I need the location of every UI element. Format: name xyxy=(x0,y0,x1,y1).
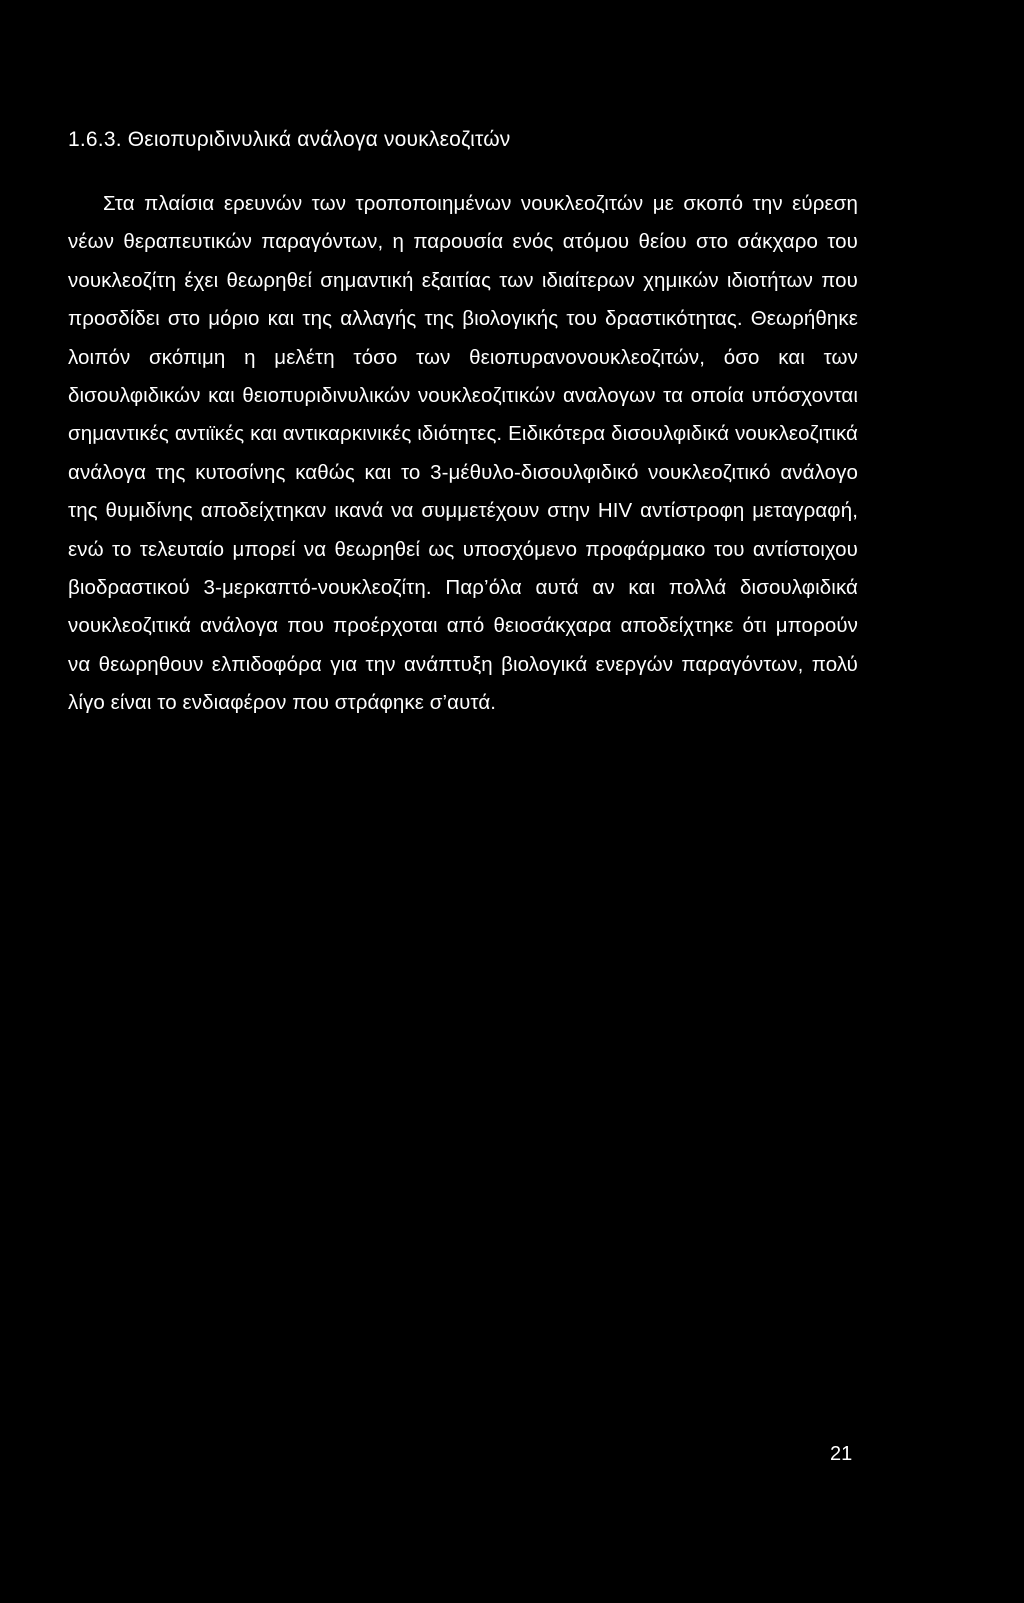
page-number: 21 xyxy=(830,1443,853,1465)
body-paragraph: Στα πλαίσια ερευνών των τροποποιημένων νουκλεοζιτών με σκοπό την εύρεση νέων θεραπευτικών παραγόντων, η παρουσία ενός ατόμου θείου στο σάκχαρο του νουκλεοζίτη έχει θεωρηθεί σημαντική εξαιτίας των ιδιαίτερων χημικών ιδιοτήτων που προσδίδει στο μόριο και της αλλαγής της βιολογικής του δραστικότητας. Θεωρήθηκε λοιπόν σκόπιμη η μελέτη τόσο των θειοπυρανονουκλεοζιτών, όσο και των δισουλφιδικών και θειοπυριδινυλικών νουκλεοζιτικών αναλογων τα οποία υπόσχονται σημαντικές αντιϊκές και αντικαρκινικές ιδιότητες. Ειδικότερα δισουλφιδικά νουκλεοζιτικά ανάλογα της κυτοσίνης καθώς και το 3-μέθυλο-δισουλφιδικό νουκλεοζιτικό ανάλογο της θυμιδίνης αποδείχτηκαν ικανά να συμμετέχουν στην HIV αντίστροφη μεταγραφή, ενώ το τελευταίο μπορεί να θεωρηθεί ως υποσχόμενο προφάρμακο του αντίστοιχου βιοδραστικού 3-μερκαπτό-νουκλεοζίτη. Παρ’όλα αυτά αν και πολλά δισουλφιδικά νουκλεοζιτικά ανάλογα που προέρχοται από θειοσάκχαρα αποδείχτηκε ότι μπορούν να θεωρηθουν ελπιδοφόρα για την ανάπτυξη βιολογικά ενεργών παραγόντων, πολύ λίγο είναι το ενδιαφέρον που στράφηκε σ’αυτά. xyxy=(68,192,858,715)
section-heading: 1.6.3. Θειοπυριδινυλικά ανάλογα νουκλεοζιτών xyxy=(68,128,511,151)
